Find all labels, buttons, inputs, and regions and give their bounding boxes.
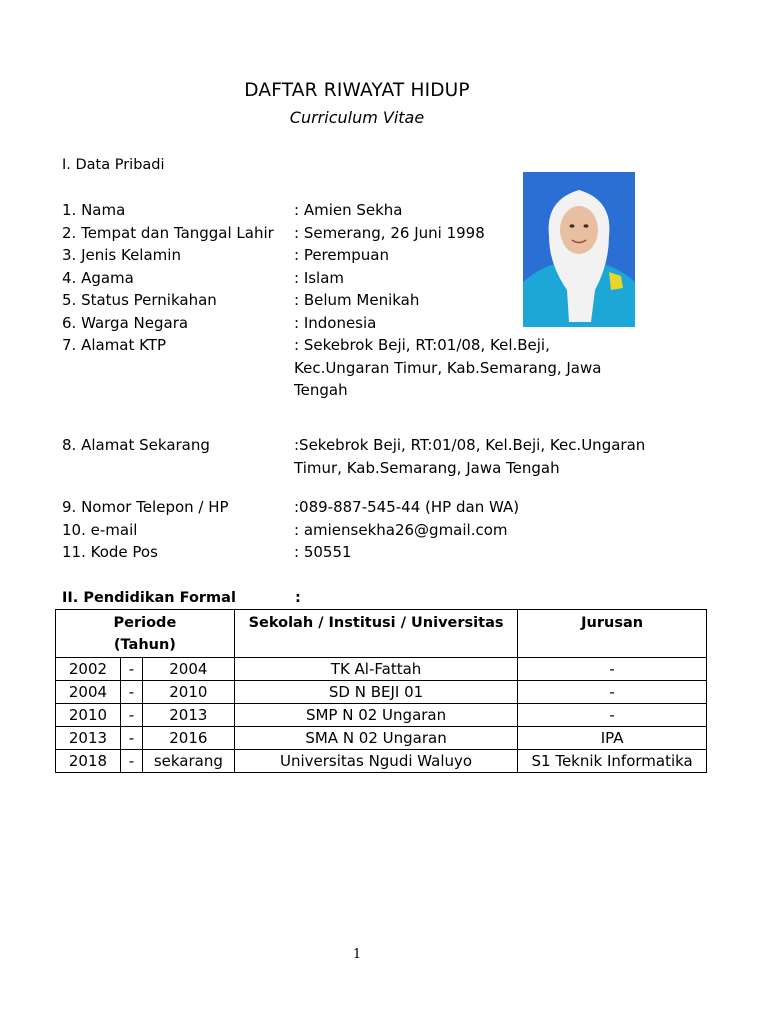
table-row (56, 658, 707, 681)
cell-dash: - (120, 750, 142, 773)
cell-major: - (518, 658, 707, 681)
education-table (55, 609, 707, 773)
cell-dash: - (120, 727, 142, 750)
table-row (56, 727, 707, 750)
cell-school: TK Al-Fattah (234, 658, 517, 681)
page-title: DAFTAR RIWAYAT HIDUP (244, 80, 470, 101)
cell-from: 2002 (56, 658, 121, 681)
profile-photo (523, 172, 635, 327)
cell-major: IPA (518, 727, 707, 750)
section-heading-education (62, 590, 301, 606)
field-label: 11. Kode Pos (62, 543, 158, 561)
page-subtitle: Curriculum Vitae (289, 108, 425, 127)
field-label: 4. Agama (62, 268, 134, 287)
field-value: :089-887-545-44 (HP dan WA) (294, 498, 520, 516)
field-label: 5. Status Pernikahan (62, 291, 217, 309)
header-major: Jurusan (518, 610, 707, 658)
field-label: 9. Nomor Telepon / HP (62, 498, 229, 516)
field-value: : Amien Sekha (294, 201, 403, 219)
cell-major: S1 Teknik Informatika (518, 750, 707, 773)
cell-from: 2013 (56, 727, 121, 750)
field-value: :Sekebrok Beji, RT:01/08, Kel.Beji, Kec.Ungaran (294, 436, 646, 454)
cell-dash: - (120, 681, 142, 704)
cell-from: 2018 (56, 750, 121, 773)
field-label: 1. Nama (62, 201, 126, 219)
cell-major: - (518, 704, 707, 727)
field-value: : Indonesia (294, 313, 377, 332)
cell-from: 2010 (56, 704, 121, 727)
field-value: Kec.Ungaran Timur, Kab.Semarang, Jawa (294, 358, 602, 377)
field-label: 10. e-mail (62, 520, 138, 539)
field-label: 2. Tempat dan Tanggal Lahir (62, 223, 274, 242)
table-row (56, 681, 707, 704)
cell-school: Universitas Ngudi Waluyo (234, 750, 517, 773)
field-label: 8. Alamat Sekarang (62, 436, 210, 454)
field-value: : Perempuan (294, 246, 389, 264)
field-value: Tengah (294, 381, 348, 399)
field-label: 7. Alamat KTP (62, 336, 167, 354)
page-number: 1 (352, 947, 362, 962)
cell-to: 2013 (142, 704, 234, 727)
header-periode-line2: (Tahun) (113, 637, 176, 653)
section-heading-text: II. Pendidikan Formal (62, 590, 236, 606)
field-label: 3. Jenis Kelamin (62, 246, 181, 264)
field-value: : Belum Menikah (294, 291, 420, 309)
header-periode (56, 610, 235, 658)
cell-from: 2004 (56, 681, 121, 704)
field-label: 6. Warga Negara (62, 313, 189, 332)
field-value: : Islam (294, 268, 345, 287)
section-heading-personal: I. Data Pribadi (62, 157, 165, 173)
table-header-row (56, 610, 707, 658)
header-school: Sekolah / Institusi / Universitas (234, 610, 517, 658)
cell-dash: - (120, 658, 142, 681)
cell-to: 2010 (142, 681, 234, 704)
header-periode-line1: Periode (113, 615, 177, 631)
field-value: : 50551 (294, 543, 352, 561)
table-row (56, 750, 707, 773)
cell-to: sekarang (142, 750, 234, 773)
cell-major: - (518, 681, 707, 704)
field-value: : Semerang, 26 Juni 1998 (294, 223, 485, 242)
cell-school: SMA N 02 Ungaran (234, 727, 517, 750)
profile-photo-image (523, 172, 635, 327)
cell-dash: - (120, 704, 142, 727)
cell-to: 2016 (142, 727, 234, 750)
section-heading-colon: : (295, 590, 301, 606)
cell-school: SMP N 02 Ungaran (234, 704, 517, 727)
cell-school: SD N BEJI 01 (234, 681, 517, 704)
field-value: Timur, Kab.Semarang, Jawa Tengah (294, 459, 560, 477)
table-row (56, 704, 707, 727)
cell-to: 2004 (142, 658, 234, 681)
field-value: : Sekebrok Beji, RT:01/08, Kel.Beji, (294, 336, 550, 354)
field-value: : amiensekha26@gmail.com (294, 520, 508, 539)
